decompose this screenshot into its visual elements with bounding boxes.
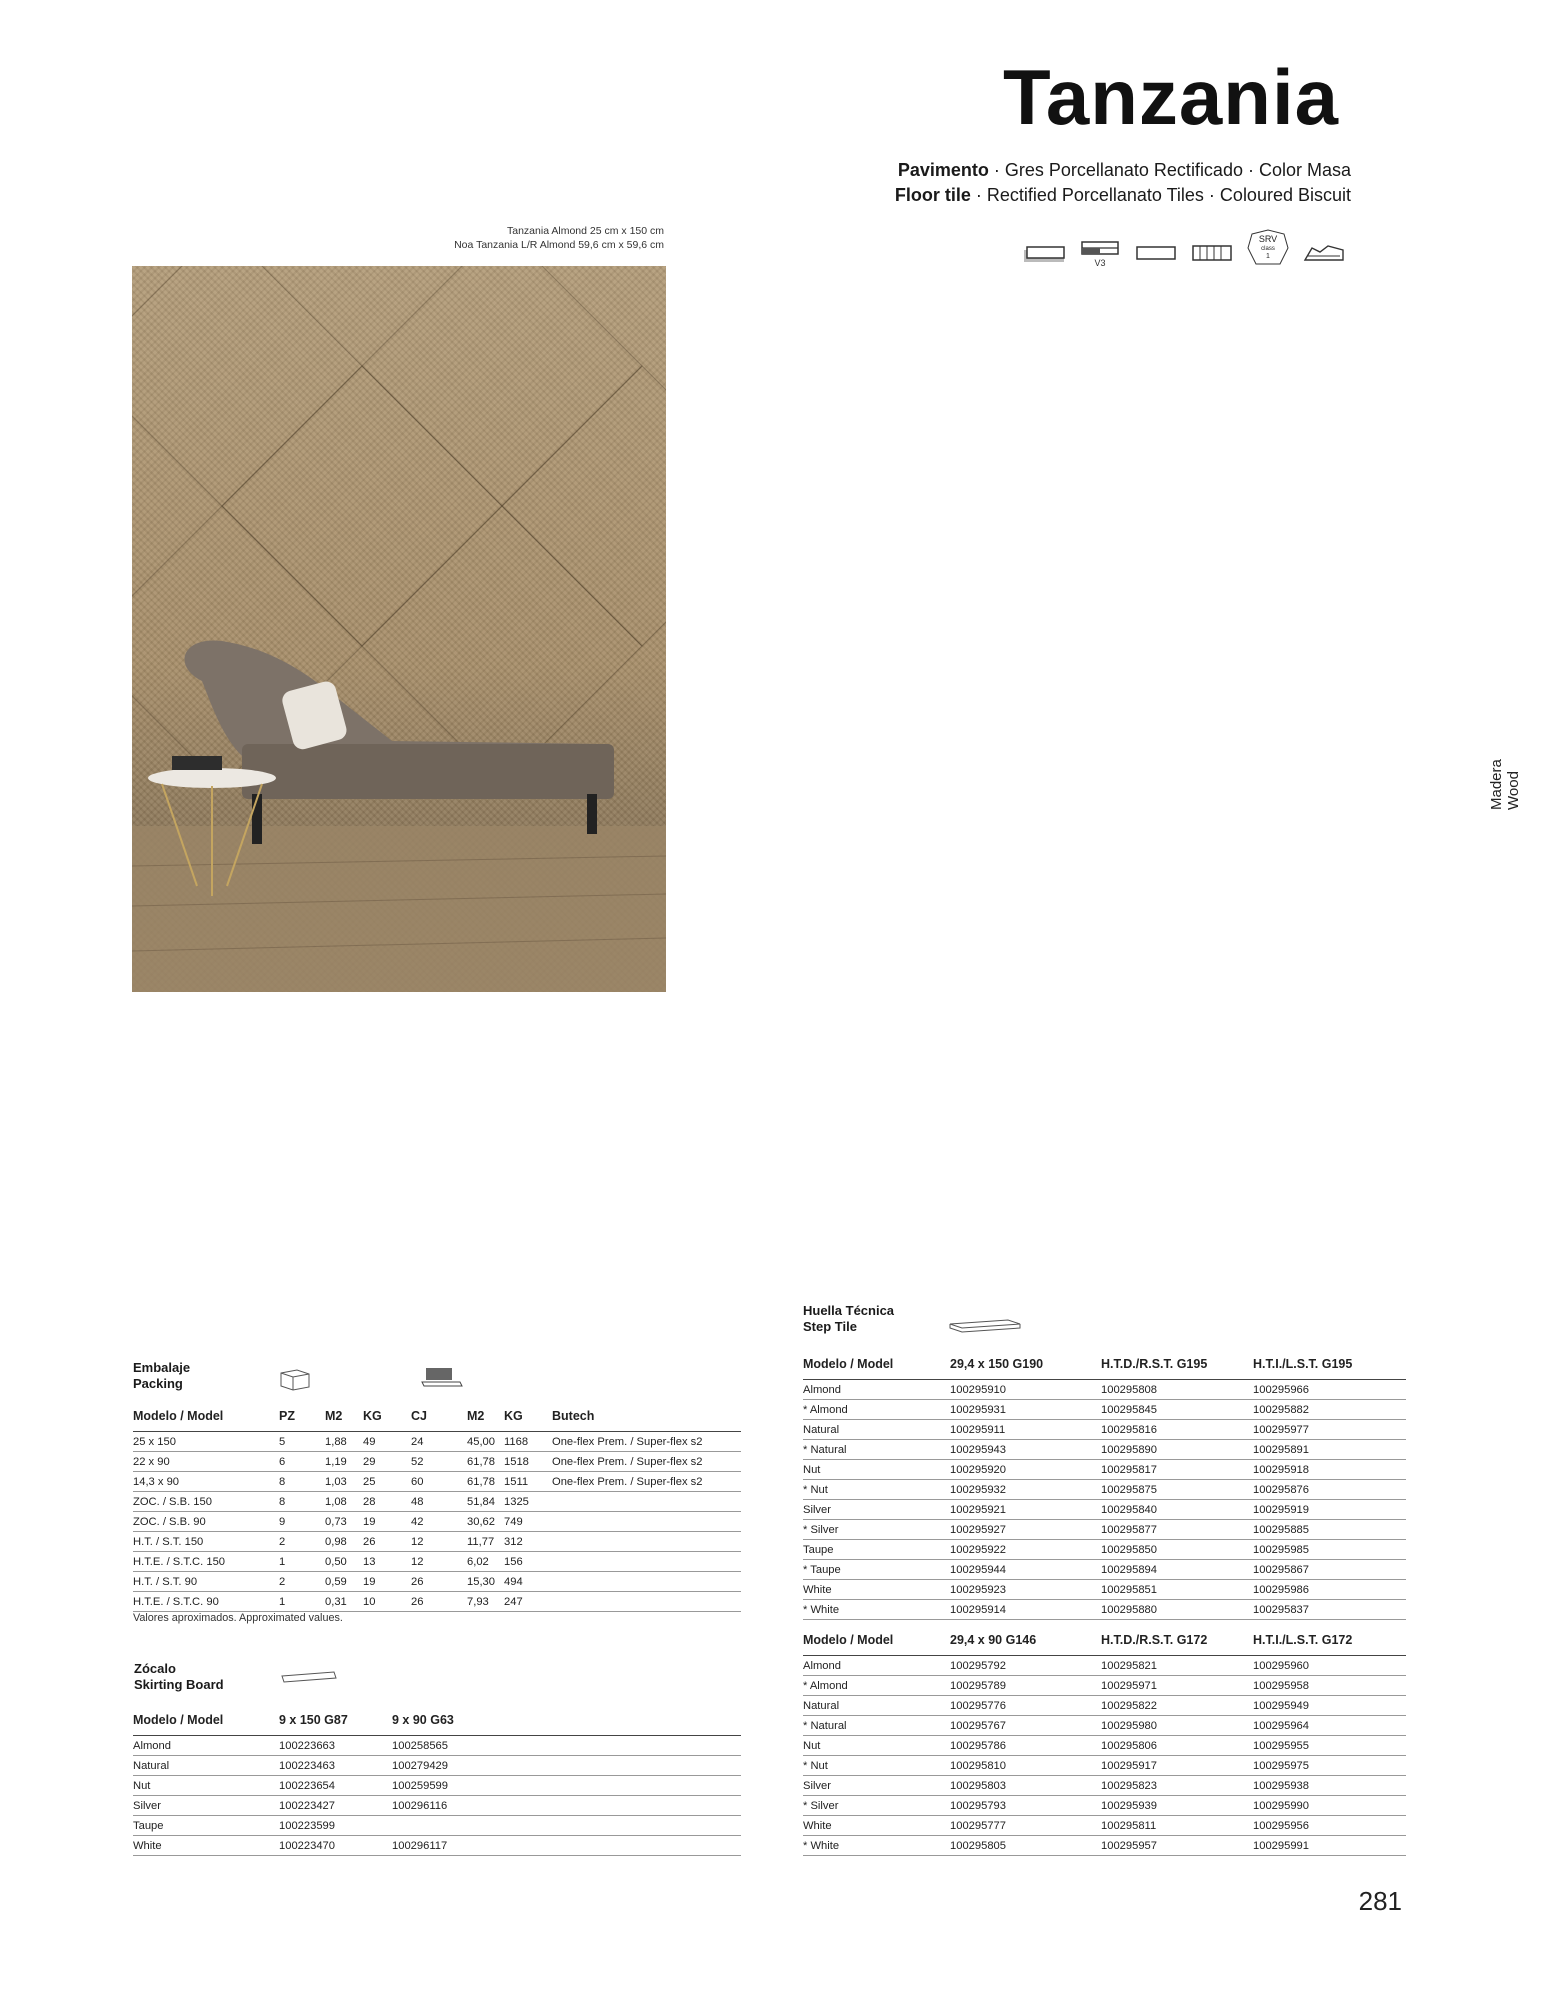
table-cell: 100223654 <box>279 1776 392 1796</box>
table-cell: Silver <box>803 1776 950 1796</box>
wood-plank-icon <box>1190 238 1234 268</box>
table-row <box>133 1592 741 1612</box>
table-cell: 42 <box>411 1512 467 1532</box>
table-cell: 2 <box>279 1572 325 1592</box>
table-cell: * Silver <box>803 1796 950 1816</box>
table-cell: 100295823 <box>1101 1776 1253 1796</box>
table-cell: * Natural <box>803 1440 950 1460</box>
table-row <box>803 1736 1406 1756</box>
table-cell: 26 <box>411 1572 467 1592</box>
table-cell: Nut <box>803 1736 950 1756</box>
table-row <box>803 1520 1406 1540</box>
table-cell <box>552 1512 741 1532</box>
table-cell: 100295890 <box>1101 1440 1253 1460</box>
table-cell: 61,78 <box>467 1472 504 1492</box>
table-cell: 100295975 <box>1253 1756 1406 1776</box>
table-cell: 100295966 <box>1253 1380 1406 1400</box>
table-cell: 30,62 <box>467 1512 504 1532</box>
table-cell: Almond <box>133 1736 279 1756</box>
room-illustration <box>132 266 666 992</box>
table-cell: 10 <box>363 1592 411 1612</box>
step-tile-table-90 <box>803 1631 1406 1856</box>
column-header: KG <box>504 1407 552 1432</box>
table-cell: 247 <box>504 1592 552 1612</box>
table-row <box>133 1572 741 1592</box>
table-cell: 100295971 <box>1101 1676 1253 1696</box>
table-cell: * White <box>803 1836 950 1856</box>
column-header: Modelo / Model <box>803 1355 950 1380</box>
table-cell: 0,50 <box>325 1552 363 1572</box>
packing-table <box>133 1407 741 1612</box>
table-cell: 2 <box>279 1532 325 1552</box>
table-row <box>803 1380 1406 1400</box>
table-cell: Almond <box>803 1380 950 1400</box>
table-cell: 100295822 <box>1101 1696 1253 1716</box>
table-row <box>133 1452 741 1472</box>
table-cell: 100295880 <box>1101 1600 1253 1620</box>
table-cell: Almond <box>803 1656 950 1676</box>
table-row <box>803 1460 1406 1480</box>
table-cell: 100295911 <box>950 1420 1101 1440</box>
table-cell: Silver <box>133 1796 279 1816</box>
table-cell: 8 <box>279 1492 325 1512</box>
table-cell: 100295917 <box>1101 1756 1253 1776</box>
table-cell: 100223663 <box>279 1736 392 1756</box>
column-header: Butech <box>552 1407 741 1432</box>
table-cell: 5 <box>279 1432 325 1452</box>
table-cell: 0,98 <box>325 1532 363 1552</box>
packing-heading: Embalaje Packing <box>133 1360 191 1391</box>
step-tile-heading: Huella Técnica Step Tile <box>803 1303 895 1334</box>
table-cell: 1,88 <box>325 1432 363 1452</box>
table-cell: 100295803 <box>950 1776 1101 1796</box>
table-row <box>803 1696 1406 1716</box>
table-row <box>803 1776 1406 1796</box>
table-cell: 8 <box>279 1472 325 1492</box>
table-cell: 100295922 <box>950 1540 1101 1560</box>
table-cell: 100223463 <box>279 1756 392 1776</box>
table-cell: Nut <box>803 1460 950 1480</box>
product-subtitle <box>895 158 1351 208</box>
table-cell: Natural <box>133 1756 279 1776</box>
table-row <box>803 1816 1406 1836</box>
column-header: H.T.I./L.S.T. G172 <box>1253 1631 1406 1656</box>
table-cell: * White <box>803 1600 950 1620</box>
table-cell: 100295789 <box>950 1676 1101 1696</box>
table-row <box>803 1580 1406 1600</box>
table-cell: 100295805 <box>950 1836 1101 1856</box>
table-cell: 100295960 <box>1253 1656 1406 1676</box>
table-row <box>803 1756 1406 1776</box>
pallet-icon <box>420 1364 464 1390</box>
table-cell: Taupe <box>803 1540 950 1560</box>
table-cell: 0,73 <box>325 1512 363 1532</box>
page-title: Tanzania <box>1003 53 1339 141</box>
table-cell: 1168 <box>504 1432 552 1452</box>
box-icon <box>279 1367 311 1391</box>
flat-floor-icon <box>1022 238 1066 268</box>
table-cell: 51,84 <box>467 1492 504 1512</box>
table-cell: 100295985 <box>1253 1540 1406 1560</box>
table-row <box>133 1736 741 1756</box>
skirting-board-icon <box>280 1670 338 1684</box>
table-cell: 100295777 <box>950 1816 1101 1836</box>
product-photo <box>132 266 666 992</box>
table-cell: 100295927 <box>950 1520 1101 1540</box>
table-row <box>133 1816 741 1836</box>
table-cell: 100295882 <box>1253 1400 1406 1420</box>
skirting-table-body <box>133 1736 741 1856</box>
table-cell: 100258565 <box>392 1736 741 1756</box>
table-cell: 100295845 <box>1101 1400 1253 1420</box>
table-cell: H.T.E. / S.T.C. 150 <box>133 1552 279 1572</box>
table-cell: 156 <box>504 1552 552 1572</box>
svg-text:1: 1 <box>1266 253 1270 260</box>
table-cell: One-flex Prem. / Super-flex s2 <box>552 1432 741 1452</box>
table-cell: Taupe <box>133 1816 279 1836</box>
table-cell: 100295932 <box>950 1480 1101 1500</box>
table-cell: 28 <box>363 1492 411 1512</box>
table-cell: 100295840 <box>1101 1500 1253 1520</box>
table-cell: * Almond <box>803 1400 950 1420</box>
column-header: M2 <box>325 1407 363 1432</box>
table-row <box>803 1400 1406 1420</box>
table-cell: 100295949 <box>1253 1696 1406 1716</box>
table-cell: 100295964 <box>1253 1716 1406 1736</box>
spec-icons <box>1022 228 1346 268</box>
table-cell: 15,30 <box>467 1572 504 1592</box>
category-side-label: Madera Wood <box>1488 759 1522 810</box>
table-cell: 1325 <box>504 1492 552 1512</box>
table-cell: H.T.E. / S.T.C. 90 <box>133 1592 279 1612</box>
table-cell: 100295943 <box>950 1440 1101 1460</box>
table-cell: Natural <box>803 1696 950 1716</box>
table-cell: 1,03 <box>325 1472 363 1492</box>
table-row <box>133 1492 741 1512</box>
table-cell: 100295876 <box>1253 1480 1406 1500</box>
step-tile-150-body <box>803 1380 1406 1620</box>
table-row <box>133 1756 741 1776</box>
table-row <box>133 1432 741 1452</box>
table-cell: 26 <box>363 1532 411 1552</box>
table-cell: 100295850 <box>1101 1540 1253 1560</box>
table-cell: One-flex Prem. / Super-flex s2 <box>552 1472 741 1492</box>
table-row <box>803 1600 1406 1620</box>
table-cell: 100295991 <box>1253 1836 1406 1856</box>
table-cell: 25 x 150 <box>133 1432 279 1452</box>
table-cell: 100223470 <box>279 1836 392 1856</box>
table-cell: 100295914 <box>950 1600 1101 1620</box>
table-row <box>803 1676 1406 1696</box>
table-cell <box>392 1816 741 1836</box>
table-cell: 100295875 <box>1101 1480 1253 1500</box>
table-cell: 494 <box>504 1572 552 1592</box>
table-cell: 0,59 <box>325 1572 363 1592</box>
table-cell: White <box>803 1816 950 1836</box>
table-cell: 0,31 <box>325 1592 363 1612</box>
table-cell: White <box>803 1580 950 1600</box>
table-cell: 100295792 <box>950 1656 1101 1676</box>
table-cell: H.T. / S.T. 150 <box>133 1532 279 1552</box>
table-cell: Silver <box>803 1500 950 1520</box>
table-row <box>803 1560 1406 1580</box>
table-cell: 100295920 <box>950 1460 1101 1480</box>
column-header: M2 <box>467 1407 504 1432</box>
table-cell: One-flex Prem. / Super-flex s2 <box>552 1452 741 1472</box>
table-cell: 100295851 <box>1101 1580 1253 1600</box>
table-row <box>133 1552 741 1572</box>
table-row <box>803 1836 1406 1856</box>
table-cell: 100295955 <box>1253 1736 1406 1756</box>
table-cell: 100296117 <box>392 1836 741 1856</box>
table-cell: 12 <box>411 1552 467 1572</box>
table-cell: 1,19 <box>325 1452 363 1472</box>
table-row <box>133 1512 741 1532</box>
table-cell: 9 <box>279 1512 325 1532</box>
table-cell: 100295939 <box>1101 1796 1253 1816</box>
table-cell: 100295806 <box>1101 1736 1253 1756</box>
approx-values-note: Valores aproximados. Approximated values. <box>133 1612 343 1624</box>
column-header: 9 x 150 G87 <box>279 1711 392 1736</box>
column-header: H.T.D./R.S.T. G172 <box>1101 1631 1253 1656</box>
table-cell <box>552 1592 741 1612</box>
table-cell: 100223427 <box>279 1796 392 1816</box>
table-cell: ZOC. / S.B. 150 <box>133 1492 279 1512</box>
table-cell: 100295923 <box>950 1580 1101 1600</box>
table-row <box>133 1472 741 1492</box>
step-tile-icon <box>948 1316 1022 1336</box>
page-number: 281 <box>1358 1886 1402 1916</box>
table-row <box>133 1532 741 1552</box>
table-cell: 6,02 <box>467 1552 504 1572</box>
table-row <box>133 1796 741 1816</box>
table-cell: ZOC. / S.B. 90 <box>133 1512 279 1532</box>
packing-table-body <box>133 1432 741 1612</box>
table-cell: * Taupe <box>803 1560 950 1580</box>
table-cell: 52 <box>411 1452 467 1472</box>
table-row <box>803 1420 1406 1440</box>
table-cell: 1,08 <box>325 1492 363 1512</box>
table-header-row <box>803 1631 1406 1656</box>
table-cell: 100295877 <box>1101 1520 1253 1540</box>
table-header-row <box>133 1407 741 1432</box>
table-cell: 100295816 <box>1101 1420 1253 1440</box>
table-cell: 749 <box>504 1512 552 1532</box>
table-row <box>803 1480 1406 1500</box>
table-cell: 100295921 <box>950 1500 1101 1520</box>
column-header: 29,4 x 90 G146 <box>950 1631 1101 1656</box>
table-cell: 312 <box>504 1532 552 1552</box>
table-cell: 100295938 <box>1253 1776 1406 1796</box>
table-cell: 100295821 <box>1101 1656 1253 1676</box>
table-cell: 100295980 <box>1101 1716 1253 1736</box>
table-cell: 1518 <box>504 1452 552 1472</box>
table-cell: 100295986 <box>1253 1580 1406 1600</box>
table-row <box>803 1540 1406 1560</box>
table-cell: 48 <box>411 1492 467 1512</box>
table-cell: 26 <box>411 1592 467 1612</box>
table-cell: 100296116 <box>392 1796 741 1816</box>
column-header: KG <box>363 1407 411 1432</box>
table-cell: 100295931 <box>950 1400 1101 1420</box>
table-cell: 19 <box>363 1572 411 1592</box>
step-tile-table-150 <box>803 1355 1406 1620</box>
rectified-edge-icon <box>1134 238 1178 268</box>
table-cell: 100295958 <box>1253 1676 1406 1696</box>
svg-text:SRV: SRV <box>1258 234 1278 244</box>
table-cell: 49 <box>363 1432 411 1452</box>
frost-resistance-icon <box>1302 238 1346 268</box>
table-cell: 100295767 <box>950 1716 1101 1736</box>
table-cell: White <box>133 1836 279 1856</box>
table-row <box>803 1656 1406 1676</box>
table-header-row <box>803 1355 1406 1380</box>
column-header: PZ <box>279 1407 325 1432</box>
table-cell: 13 <box>363 1552 411 1572</box>
table-cell: Natural <box>803 1420 950 1440</box>
table-cell: 100295776 <box>950 1696 1101 1716</box>
table-cell: 12 <box>411 1532 467 1552</box>
table-row <box>133 1776 741 1796</box>
table-cell: 60 <box>411 1472 467 1492</box>
table-cell: 100223599 <box>279 1816 392 1836</box>
table-cell: 100279429 <box>392 1756 741 1776</box>
subtitle-english: Floor tile · Rectified Porcellanato Tiles · Coloured Biscuit <box>894 185 1351 205</box>
table-header-row <box>133 1711 741 1736</box>
table-row <box>803 1796 1406 1816</box>
column-header: H.T.I./L.S.T. G195 <box>1253 1355 1406 1380</box>
table-cell: * Natural <box>803 1716 950 1736</box>
table-cell: 25 <box>363 1472 411 1492</box>
table-cell: 22 x 90 <box>133 1452 279 1472</box>
subtitle-spanish: Pavimento · Gres Porcellanato Rectificado · Color Masa <box>897 160 1351 180</box>
table-cell: 45,00 <box>467 1432 504 1452</box>
table-row <box>803 1500 1406 1520</box>
table-cell: 6 <box>279 1452 325 1472</box>
table-cell: 100295990 <box>1253 1796 1406 1816</box>
table-cell: * Nut <box>803 1756 950 1776</box>
table-cell: 100295793 <box>950 1796 1101 1816</box>
table-cell: * Almond <box>803 1676 950 1696</box>
table-cell: H.T. / S.T. 90 <box>133 1572 279 1592</box>
column-header: Modelo / Model <box>133 1407 279 1432</box>
table-cell: 100295811 <box>1101 1816 1253 1836</box>
table-cell: 100295910 <box>950 1380 1101 1400</box>
table-cell: 61,78 <box>467 1452 504 1472</box>
table-cell: 29 <box>363 1452 411 1472</box>
table-cell: 100295894 <box>1101 1560 1253 1580</box>
table-cell: 100295918 <box>1253 1460 1406 1480</box>
table-cell: 100295944 <box>950 1560 1101 1580</box>
column-header: H.T.D./R.S.T. G195 <box>1101 1355 1253 1380</box>
table-cell: 11,77 <box>467 1532 504 1552</box>
table-cell: 14,3 x 90 <box>133 1472 279 1492</box>
table-cell: 100259599 <box>392 1776 741 1796</box>
table-cell: 100295957 <box>1101 1836 1253 1856</box>
table-cell: 24 <box>411 1432 467 1452</box>
table-cell: 100295977 <box>1253 1420 1406 1440</box>
table-cell: 1 <box>279 1552 325 1572</box>
table-cell: 1511 <box>504 1472 552 1492</box>
table-row <box>133 1836 741 1856</box>
table-cell: 100295837 <box>1253 1600 1406 1620</box>
table-cell: 1 <box>279 1592 325 1612</box>
svg-text:V3: V3 <box>1094 258 1106 268</box>
table-cell: 100295810 <box>950 1756 1101 1776</box>
table-cell <box>552 1532 741 1552</box>
column-header: 9 x 90 G63 <box>392 1711 741 1736</box>
skirting-table <box>133 1711 741 1856</box>
column-header: 29,4 x 150 G190 <box>950 1355 1101 1380</box>
table-cell: 100295956 <box>1253 1816 1406 1836</box>
skirting-heading: Zócalo Skirting Board <box>134 1661 224 1692</box>
table-row <box>803 1440 1406 1460</box>
table-cell: 19 <box>363 1512 411 1532</box>
table-cell: 100295786 <box>950 1736 1101 1756</box>
photo-caption: Tanzania Almond 25 cm x 150 cm Noa Tanzania L/R Almond 59,6 cm x 59,6 cm <box>454 225 664 251</box>
column-header: Modelo / Model <box>133 1711 279 1736</box>
table-cell <box>552 1552 741 1572</box>
step-tile-90-body <box>803 1656 1406 1856</box>
column-header: CJ <box>411 1407 467 1432</box>
table-cell: 7,93 <box>467 1592 504 1612</box>
shade-variation-icon <box>1078 238 1122 268</box>
table-cell <box>552 1492 741 1512</box>
table-cell: 100295891 <box>1253 1440 1406 1460</box>
table-cell: Nut <box>133 1776 279 1796</box>
table-cell: 100295808 <box>1101 1380 1253 1400</box>
table-cell: 100295919 <box>1253 1500 1406 1520</box>
table-cell <box>552 1572 741 1592</box>
column-header: Modelo / Model <box>803 1631 950 1656</box>
table-cell: 100295867 <box>1253 1560 1406 1580</box>
table-cell: 100295885 <box>1253 1520 1406 1540</box>
svg-text:class: class <box>1261 246 1275 252</box>
slip-resistance-icon <box>1246 228 1290 268</box>
table-cell: * Silver <box>803 1520 950 1540</box>
table-cell: 100295817 <box>1101 1460 1253 1480</box>
table-row <box>803 1716 1406 1736</box>
table-cell: * Nut <box>803 1480 950 1500</box>
